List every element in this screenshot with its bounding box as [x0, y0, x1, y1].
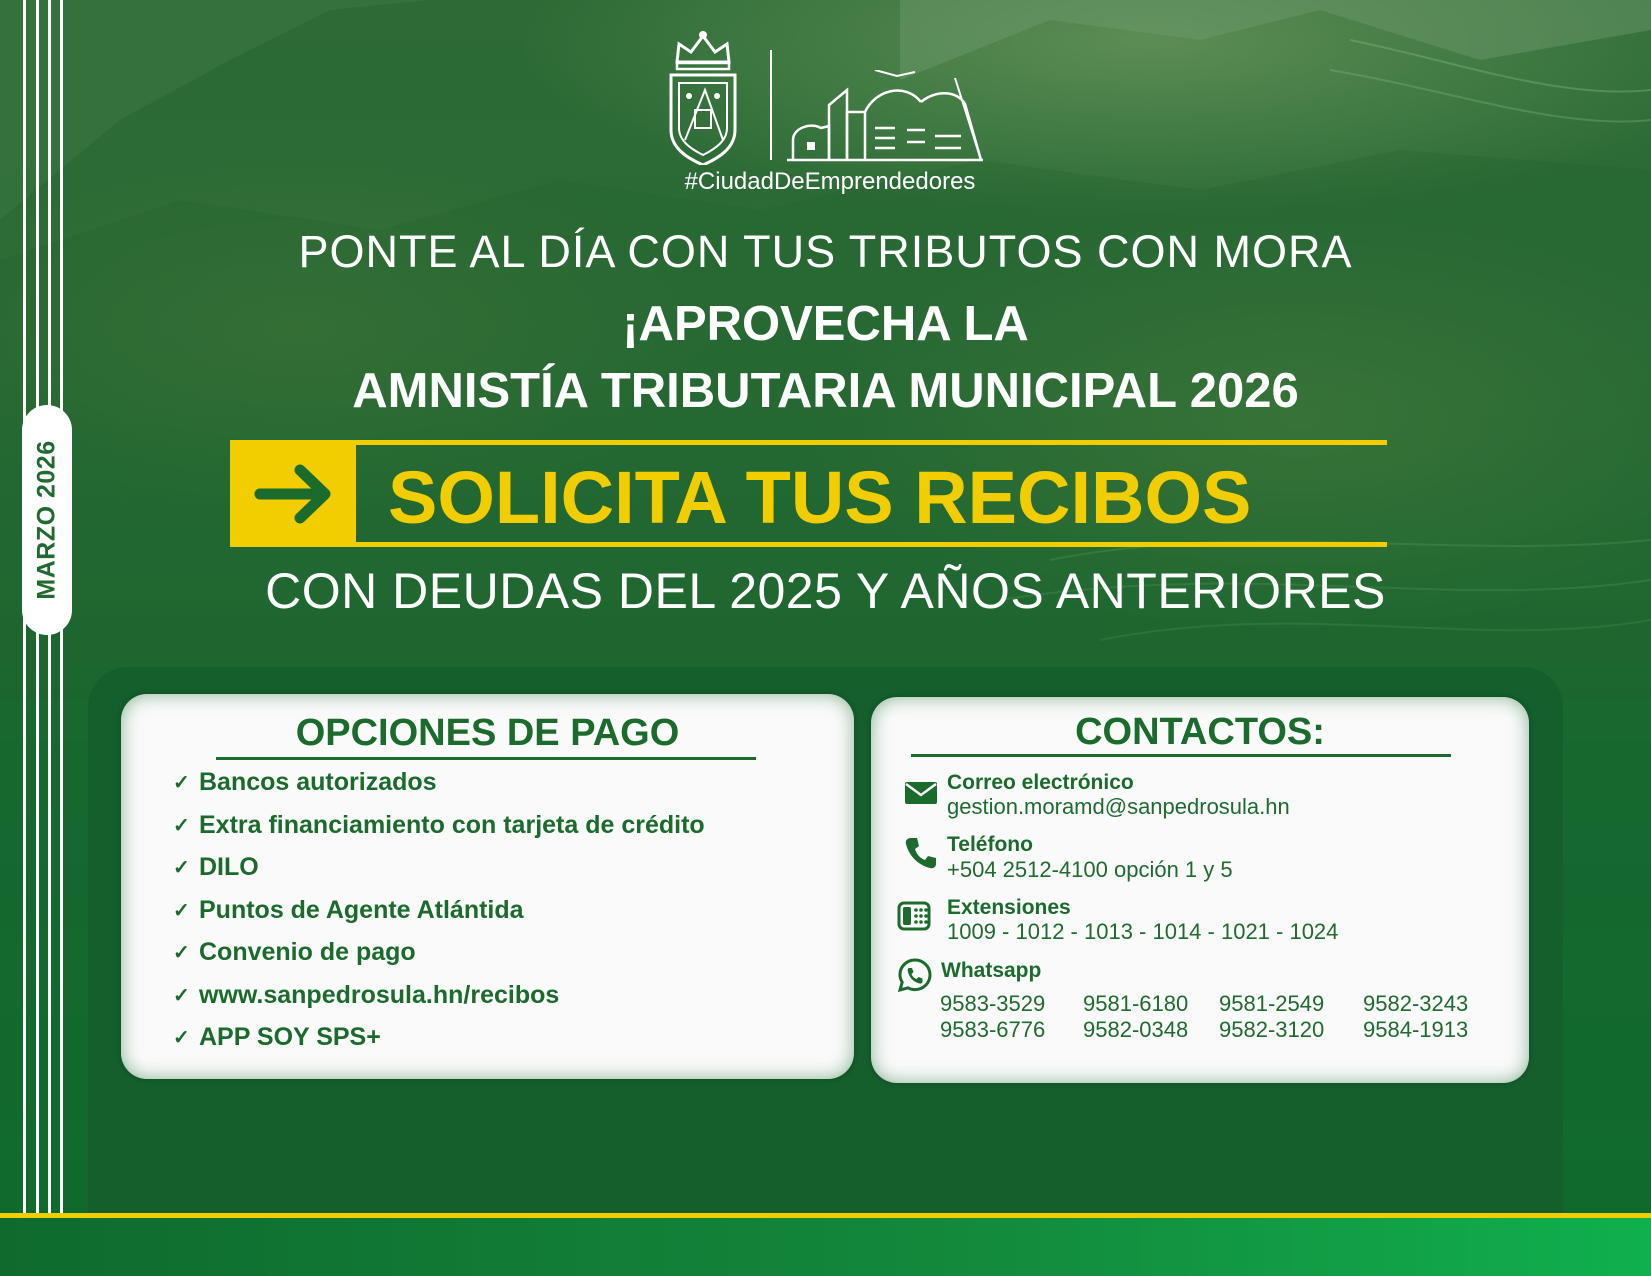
hashtag-text: #CiudadDeEmprendedores — [684, 168, 976, 195]
whatsapp-number[interactable]: 9583-6776 — [940, 1017, 1046, 1042]
whatsapp-number[interactable]: 9581-2549 — [1219, 991, 1325, 1016]
headline-line2: ¡APROVECHA LA — [622, 297, 1029, 351]
whatsapp-number[interactable]: 9582-3120 — [1219, 1017, 1325, 1042]
email-value[interactable]: gestion.moramd@sanpedrosula.hn — [947, 794, 1290, 819]
headline-line5: CON DEUDAS DEL 2025 Y AÑOS ANTERIORES — [265, 563, 1386, 619]
contacts-title: CONTACTOS: — [1075, 711, 1325, 753]
recibos-link[interactable]: www.sanpedrosula.hn/recibos — [199, 980, 560, 1009]
header-logos — [665, 30, 995, 205]
whatsapp-label: Whatsapp — [941, 959, 1042, 982]
payment-options-card — [121, 694, 854, 1079]
check-icon: ✓ — [173, 984, 190, 1007]
phone-keypad-icon — [897, 897, 933, 933]
list-item: ✓ Puntos de Agente Atlántida — [173, 895, 524, 924]
check-icon: ✓ — [173, 814, 190, 837]
banner-arrow-box — [230, 440, 356, 547]
footer-band — [0, 1218, 1651, 1276]
list-item: ✓ Extra financiamiento con tarjeta de crédito — [173, 810, 705, 839]
list-item: ✓ DILO — [173, 852, 259, 881]
list-item: ✓ APP SOY SPS+ — [173, 1022, 381, 1051]
whatsapp-number[interactable]: 9582-3243 — [1363, 991, 1469, 1016]
check-icon: ✓ — [173, 771, 190, 794]
extensions-value: 1009 - 1012 - 1013 - 1014 - 1021 - 1024 — [947, 919, 1339, 944]
phone-icon — [903, 835, 939, 871]
whatsapp-icon — [897, 957, 933, 993]
extensions-label: Extensiones — [947, 896, 1071, 919]
headline-line1: PONTE AL DÍA CON TUS TRIBUTOS CON MORA — [298, 226, 1353, 277]
list-item: ✓ Bancos autorizados — [173, 767, 437, 796]
payment-options-title: OPCIONES DE PAGO — [295, 712, 680, 754]
check-icon: ✓ — [173, 941, 190, 964]
arrow-right-icon — [230, 440, 356, 547]
whatsapp-number[interactable]: 9582-0348 — [1083, 1017, 1189, 1042]
city-skyline-icon — [785, 70, 985, 165]
envelope-icon — [903, 774, 939, 810]
headline-line3: AMNISTÍA TRIBUTARIA MUNICIPAL 2026 — [352, 364, 1299, 418]
banner-headline: SOLICITA TUS RECIBOS — [388, 456, 1252, 539]
whatsapp-number[interactable]: 9581-6180 — [1083, 991, 1189, 1016]
email-label: Correo electrónico — [947, 771, 1134, 794]
whatsapp-number[interactable]: 9583-3529 — [940, 991, 1046, 1016]
month-label: MARZO 2026 — [32, 440, 61, 600]
phone-label: Teléfono — [947, 833, 1033, 856]
list-item[interactable] — [173, 980, 559, 1010]
check-icon: ✓ — [173, 1026, 190, 1049]
payment-title-underline — [216, 757, 756, 760]
list-item: ✓ Convenio de pago — [173, 937, 416, 966]
banner-bottom-rule — [230, 542, 1387, 547]
whatsapp-number[interactable]: 9584-1913 — [1363, 1017, 1469, 1042]
contacts-title-underline — [911, 754, 1451, 757]
check-icon: ✓ — [173, 899, 190, 922]
phone-value[interactable]: +504 2512-4100 opción 1 y 5 — [947, 857, 1233, 882]
banner-top-rule — [230, 440, 1387, 445]
check-icon: ✓ — [173, 856, 190, 879]
contacts-card — [871, 697, 1529, 1083]
